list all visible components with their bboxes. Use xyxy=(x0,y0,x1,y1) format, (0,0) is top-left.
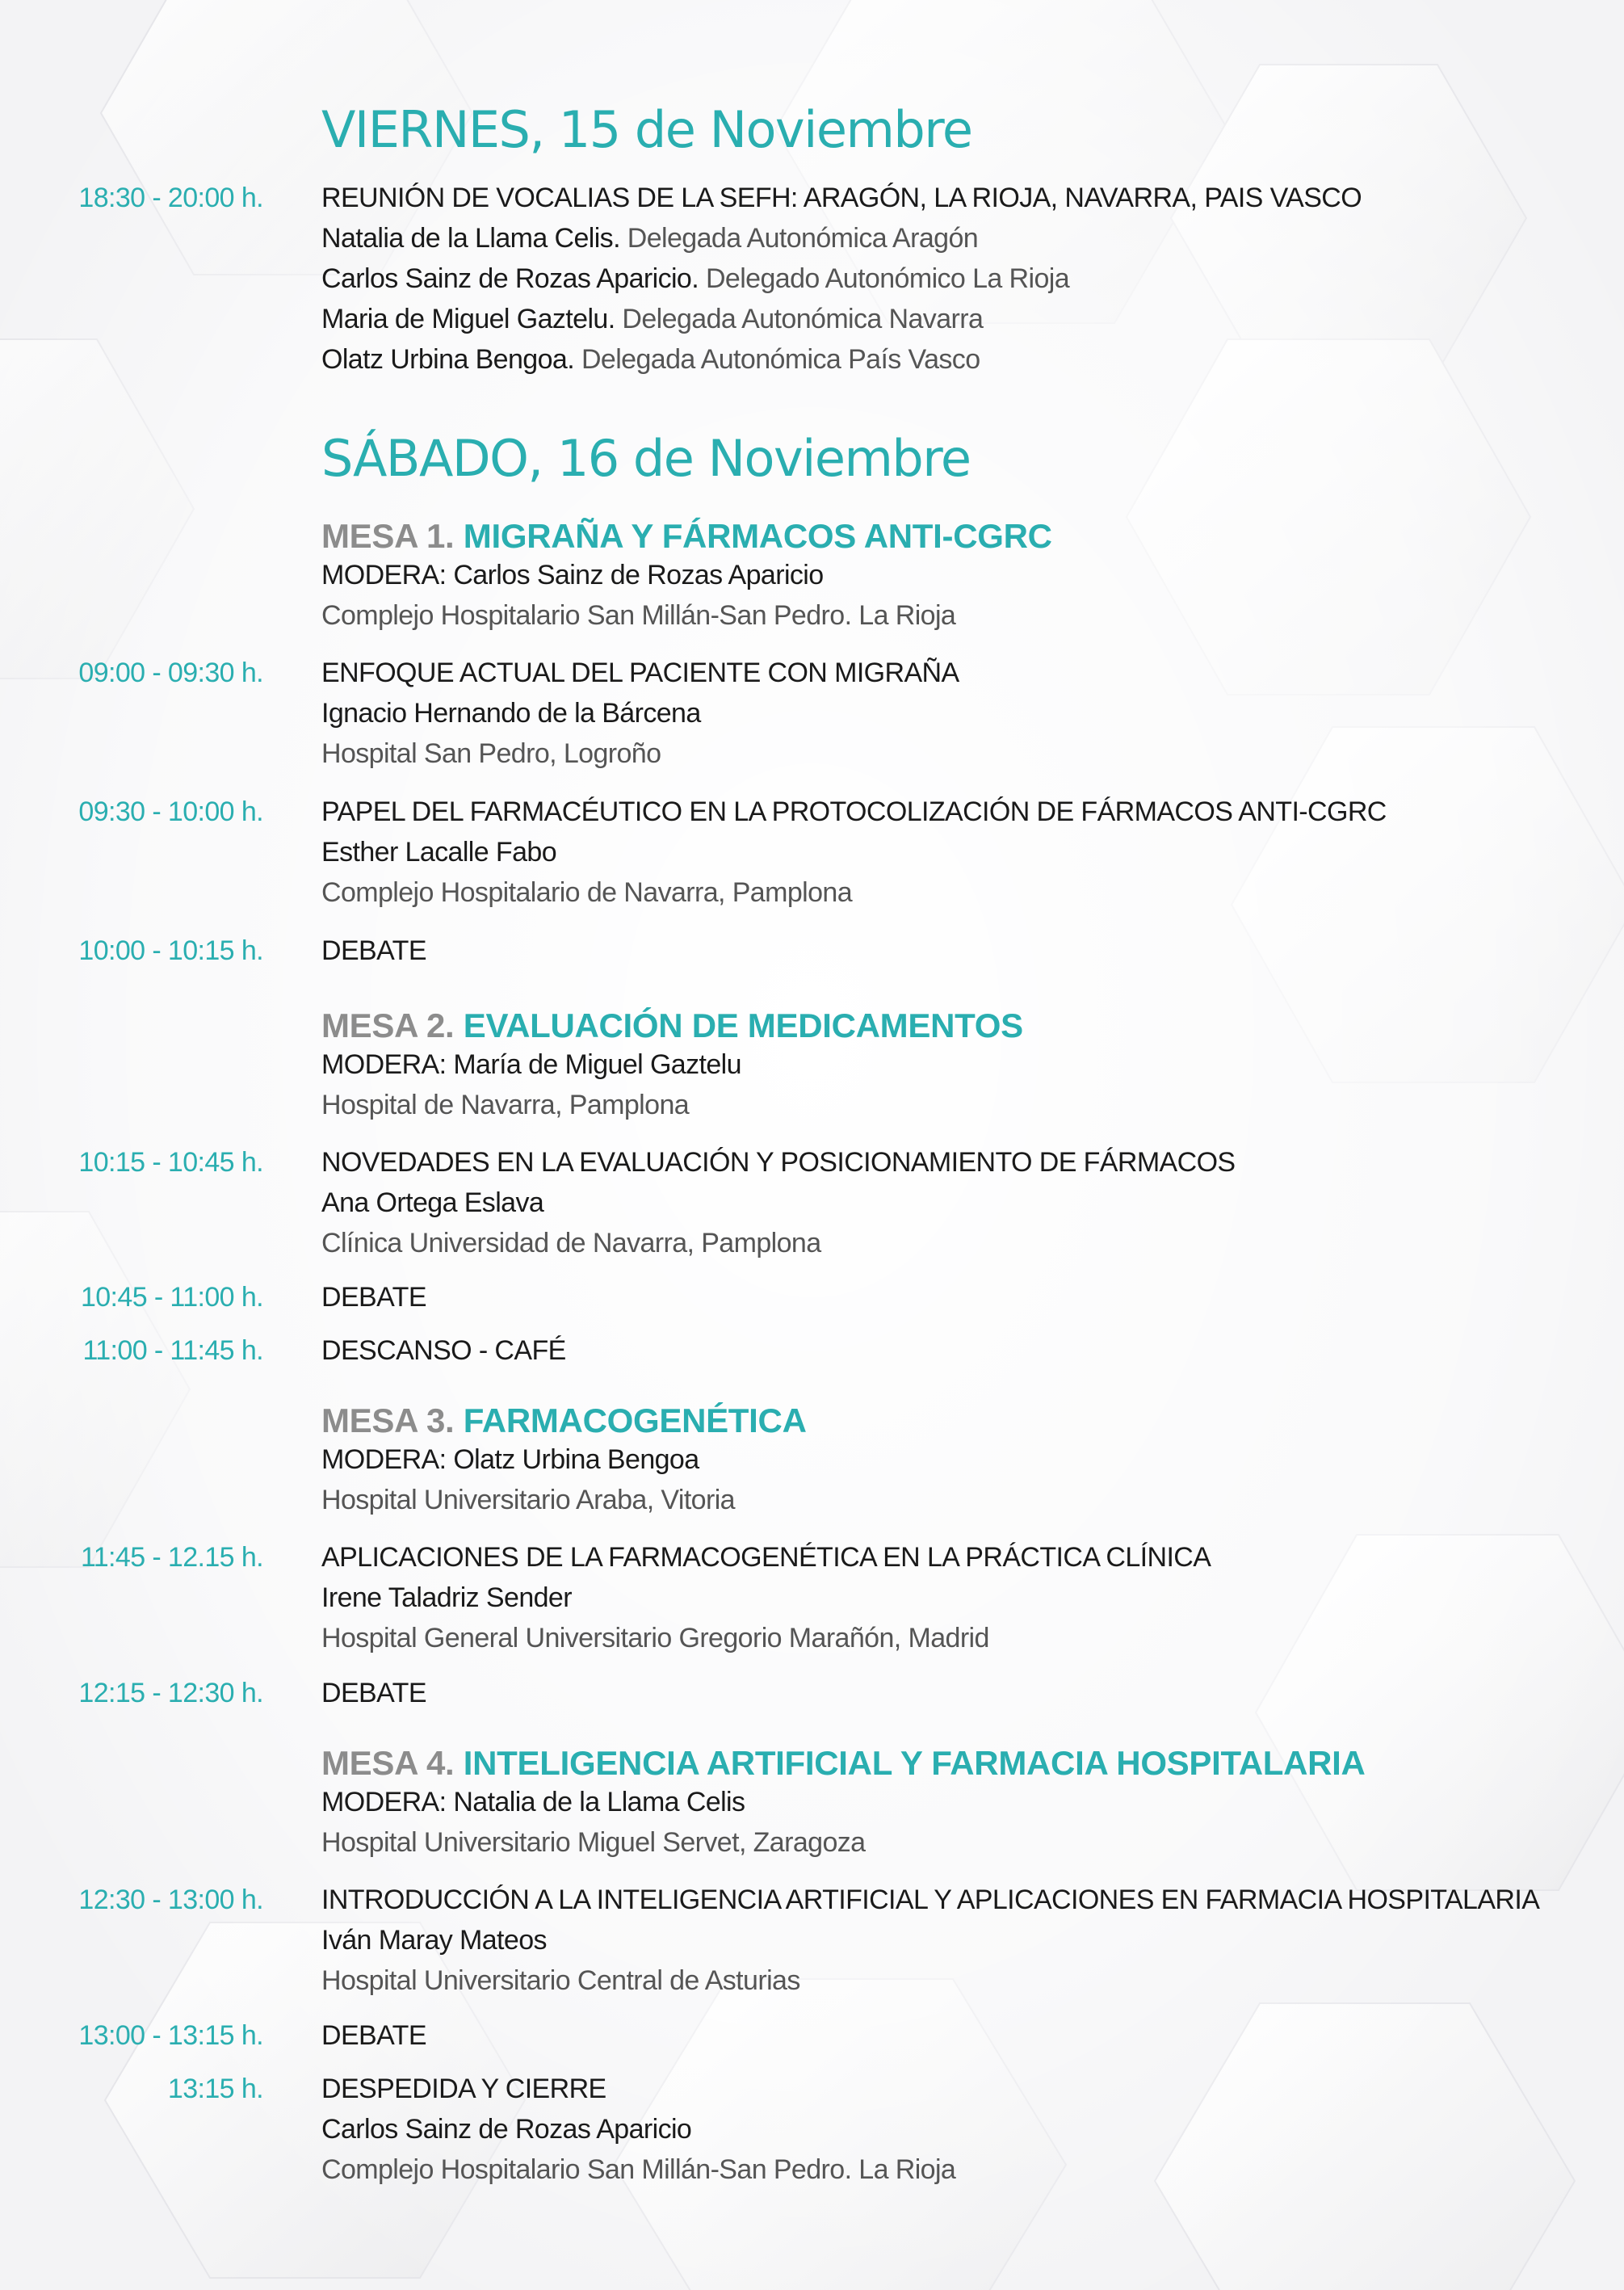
mesa-name: MIGRAÑA Y FÁRMACOS ANTI-CGRC xyxy=(463,517,1052,555)
mesa-number: MESA 1. xyxy=(321,517,455,555)
talk-title: DEBATE xyxy=(321,1678,426,1708)
delegate-line xyxy=(321,339,1581,380)
session-time: 18:30 - 20:00 h. xyxy=(78,183,263,213)
mesa-moderator xyxy=(321,555,955,636)
session-title: REUNIÓN DE VOCALIAS DE LA SEFH: ARAGÓN, LA RIOJA, NAVARRA, PAIS VASCO xyxy=(321,183,1362,213)
mesa-number: MESA 3. xyxy=(321,1401,455,1439)
talk-affiliation: Hospital San Pedro, Logroño xyxy=(321,738,661,769)
mesa-number: MESA 4. xyxy=(321,1744,455,1782)
delegate-line xyxy=(321,218,1581,258)
mesa-heading xyxy=(321,1742,1366,1785)
moderator-affiliation: Complejo Hospitalario San Millán-San Pedro. La Rioja xyxy=(321,600,956,631)
mesa-moderator xyxy=(321,1439,735,1520)
talk-time: 09:30 - 10:00 h. xyxy=(78,796,263,827)
delegate-role: Delegada Autonómica País Vasco xyxy=(581,344,980,375)
moderator-affiliation: Hospital Universitario Miguel Servet, Zaragoza xyxy=(321,1827,866,1858)
delegate-name: Natalia de la Llama Celis. xyxy=(321,223,620,254)
talk-title: NOVEDADES EN LA EVALUACIÓN Y POSICIONAMIENTO DE FÁRMACOS xyxy=(321,1147,1236,1178)
talk-time: 13:15 h. xyxy=(167,2074,263,2104)
talk-affiliation: Clínica Universidad de Navarra, Pamplona xyxy=(321,1228,821,1258)
delegate-line xyxy=(321,299,1581,339)
mesa-name: FARMACOGENÉTICA xyxy=(463,1401,807,1439)
mesa-name: INTELIGENCIA ARTIFICIAL Y FARMACIA HOSPITALARIA xyxy=(463,1744,1366,1782)
delegate-role: Delegada Autonómica Aragón xyxy=(627,223,979,254)
talk-title: INTRODUCCIÓN A LA INTELIGENCIA ARTIFICIAL Y APLICACIONES EN FARMACIA HOSPITALARIA xyxy=(321,1885,1540,1915)
moderator-name: MODERA: María de Miguel Gaztelu xyxy=(321,1049,741,1080)
talk-title: DESCANSO - CAFÉ xyxy=(321,1335,566,1366)
mesa-moderator xyxy=(321,1044,741,1125)
moderator-name: MODERA: Olatz Urbina Bengoa xyxy=(321,1444,699,1475)
mesa-number: MESA 2. xyxy=(321,1006,455,1044)
talk-title: DEBATE xyxy=(321,1282,426,1313)
talk-speaker: Carlos Sainz de Rozas Aparicio xyxy=(321,2114,692,2145)
talk-title: DEBATE xyxy=(321,2020,426,2051)
talk-affiliation: Complejo Hospitalario de Navarra, Pamplona xyxy=(321,877,853,908)
talk-speaker: Iván Maray Mateos xyxy=(321,1925,547,1956)
day-heading-friday: VIERNES, 15 de Noviembre xyxy=(321,100,972,159)
talk-time: 10:45 - 11:00 h. xyxy=(80,1282,263,1313)
delegate-role: Delegado Autonómico La Rioja xyxy=(705,263,1070,294)
moderator-affiliation: Hospital de Navarra, Pamplona xyxy=(321,1090,690,1120)
talk-affiliation: Complejo Hospitalario San Millán-San Pedro. La Rioja xyxy=(321,2154,956,2185)
talk-time: 13:00 - 13:15 h. xyxy=(78,2020,263,2051)
talk-affiliation: Hospital General Universitario Gregorio Marañón, Madrid xyxy=(321,1623,989,1653)
talk-affiliation: Hospital Universitario Central de Asturias xyxy=(321,1965,800,1996)
talk-title: APLICACIONES DE LA FARMACOGENÉTICA EN LA PRÁCTICA CLÍNICA xyxy=(321,1542,1211,1573)
delegate-line xyxy=(321,258,1581,299)
moderator-name: MODERA: Natalia de la Llama Celis xyxy=(321,1787,745,1817)
talk-time: 10:15 - 10:45 h. xyxy=(78,1147,263,1178)
mesa-heading xyxy=(321,1004,1023,1048)
mesa-name: EVALUACIÓN DE MEDICAMENTOS xyxy=(463,1006,1023,1044)
talk-speaker: Esther Lacalle Fabo xyxy=(321,837,556,868)
day-heading-saturday: SÁBADO, 16 de Noviembre xyxy=(321,429,971,488)
mesa-heading xyxy=(321,1399,807,1443)
delegate-role: Delegada Autonómica Navarra xyxy=(622,304,984,334)
talk-time: 11:00 - 11:45 h. xyxy=(82,1335,263,1366)
talk-title: ENFOQUE ACTUAL DEL PACIENTE CON MIGRAÑA xyxy=(321,658,959,688)
talk-time: 11:45 - 12.15 h. xyxy=(80,1542,263,1573)
talk-title: DESPEDIDA Y CIERRE xyxy=(321,2074,606,2104)
delegate-name: Carlos Sainz de Rozas Aparicio. xyxy=(321,263,699,294)
talk-time: 09:00 - 09:30 h. xyxy=(78,658,263,688)
talk-speaker: Irene Taladriz Sender xyxy=(321,1582,572,1613)
talk-time: 12:30 - 13:00 h. xyxy=(78,1885,263,1915)
talk-time: 12:15 - 12:30 h. xyxy=(78,1678,263,1708)
mesa-heading xyxy=(321,515,1052,558)
talk-title: PAPEL DEL FARMACÉUTICO EN LA PROTOCOLIZACIÓN DE FÁRMACOS ANTI-CGRC xyxy=(321,796,1387,827)
talk-title: DEBATE xyxy=(321,935,426,966)
talk-time: 10:00 - 10:15 h. xyxy=(78,935,263,966)
moderator-name: MODERA: Carlos Sainz de Rozas Aparicio xyxy=(321,560,824,590)
moderator-affiliation: Hospital Universitario Araba, Vitoria xyxy=(321,1485,735,1515)
delegate-name: Maria de Miguel Gaztelu. xyxy=(321,304,615,334)
talk-speaker: Ana Ortega Eslava xyxy=(321,1187,544,1218)
mesa-moderator xyxy=(321,1782,865,1863)
talk-speaker: Ignacio Hernando de la Bárcena xyxy=(321,698,701,729)
delegate-name: Olatz Urbina Bengoa. xyxy=(321,344,575,375)
